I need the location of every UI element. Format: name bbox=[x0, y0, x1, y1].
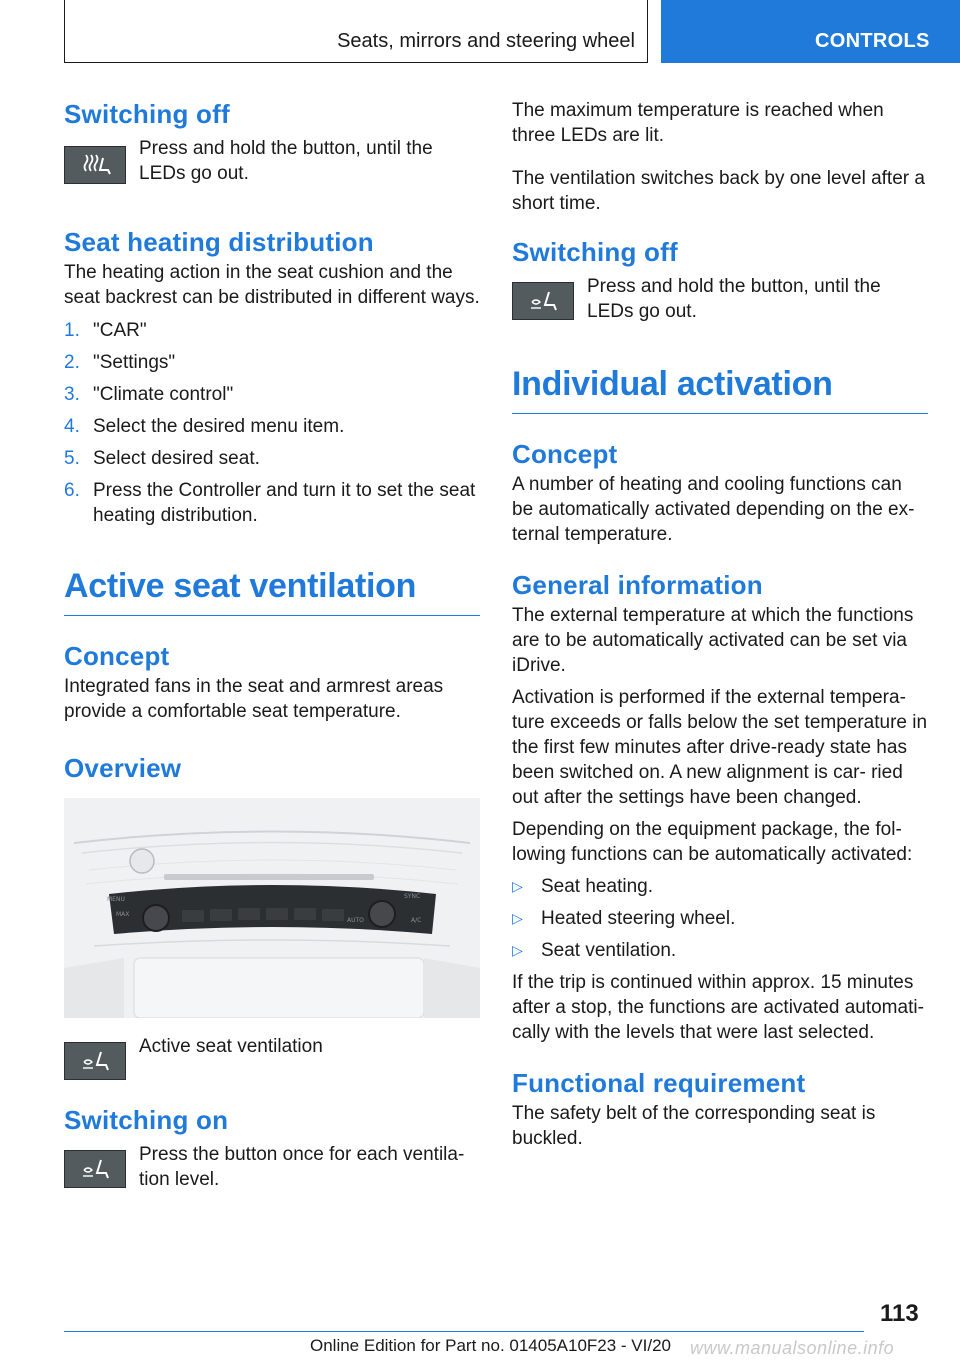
auto-function-list bbox=[512, 874, 928, 963]
trip-continued-text: If the trip is continued within approx. 15 minutes after a stop, the functions are activated automati- cally with the levels that were last selected. bbox=[512, 972, 924, 1043]
auto-button-label: AUTO bbox=[347, 917, 364, 924]
requirement-text: The safety belt of the corresponding seat is buckled. bbox=[512, 1103, 876, 1149]
seat-ventilation-icon bbox=[64, 1042, 126, 1080]
concept-text-right: A number of heating and cooling functions can be automatically activated depending on the ex- ternal temperature. bbox=[512, 474, 915, 545]
individual-activation-title: Individual activation bbox=[512, 365, 833, 403]
triangle-bullet-icon: ▷ bbox=[512, 910, 523, 926]
step-item: 3. "Climate control" bbox=[64, 384, 234, 405]
step-item: 6. Press the Controller and turn it to set the seat heating distribution. bbox=[64, 480, 476, 526]
active-seat-ventilation-title: Active seat ventilation bbox=[64, 567, 417, 605]
switching-on-row bbox=[64, 1142, 480, 1192]
seat-heating-distribution-heading: Seat heating distribution bbox=[64, 227, 374, 257]
seat-heating-icon bbox=[64, 146, 126, 184]
concept-heading: Concept bbox=[64, 641, 170, 671]
switching-on-text: Press the button once for each ventila- tion level. bbox=[139, 1144, 465, 1190]
sync-button-label: SYNC bbox=[404, 893, 421, 900]
switching-off-heading: Switching off bbox=[64, 99, 230, 129]
chapter-tab-label: CONTROLS bbox=[815, 30, 930, 52]
concept-text: Integrated fans in the seat and armrest areas provide a comfortable seat temperature. bbox=[64, 676, 444, 722]
watermark: www.manualsonline.info bbox=[690, 1338, 895, 1358]
overview-heading: Overview bbox=[64, 753, 182, 783]
switching-on-heading: Switching on bbox=[64, 1105, 229, 1135]
ac-button-label: A/C bbox=[411, 917, 422, 924]
general-information-heading: General information bbox=[512, 570, 763, 600]
list-item: ▷ Heated steering wheel. bbox=[512, 908, 736, 929]
concept-heading-right: Concept bbox=[512, 439, 618, 469]
switching-off-text-right: Press and hold the button, until the LEDs go out. bbox=[587, 276, 881, 322]
switching-off-row bbox=[64, 136, 480, 186]
seat-ventilation-icon bbox=[512, 282, 574, 320]
footer-divider bbox=[64, 1331, 864, 1332]
ventilation-caption: Active seat ventilation bbox=[139, 1036, 323, 1057]
step-item: 4. Select the desired menu item. bbox=[64, 416, 345, 437]
triangle-bullet-icon: ▷ bbox=[512, 878, 523, 894]
climate-control-figure bbox=[64, 798, 480, 1018]
list-item: ▷ Seat ventilation. bbox=[512, 940, 677, 961]
edition-text: Online Edition for Part no. 01405A10F23 - VI/20 bbox=[310, 1336, 672, 1355]
general-paragraph: Depending on the equipment package, the fol- lowing functions can be automatically activated: bbox=[512, 819, 913, 865]
distribution-intro: The heating action in the seat cushion and the seat backrest can be distributed in different ways. bbox=[64, 262, 480, 308]
left-column bbox=[64, 98, 480, 1192]
step-item: 1. "CAR" bbox=[64, 320, 147, 341]
max-temperature-text: The maximum temperature is reached when three LEDs are lit. bbox=[512, 100, 884, 146]
menu-button-label: MENU bbox=[107, 896, 125, 903]
step-item: 2. "Settings" bbox=[64, 352, 176, 373]
right-column bbox=[512, 98, 928, 1151]
page-number: 113 bbox=[880, 1300, 919, 1327]
functional-requirement-heading: Functional requirement bbox=[512, 1068, 806, 1098]
list-item: ▷ Seat heating. bbox=[512, 876, 653, 897]
page-header-section bbox=[64, 0, 648, 63]
step-item: 5. Select desired seat. bbox=[64, 448, 260, 469]
distribution-steps bbox=[64, 318, 480, 528]
section-divider bbox=[512, 413, 928, 414]
switching-off-row-right bbox=[512, 274, 928, 324]
general-paragraph: The external temperature at which the functions are to be automatically activated can be set via iDrive. bbox=[512, 605, 914, 676]
triangle-bullet-icon: ▷ bbox=[512, 942, 523, 958]
max-button-label: MAX bbox=[116, 911, 130, 918]
ventilation-level-text: The ventilation switches back by one level after a short time. bbox=[512, 168, 925, 214]
ventilation-caption-row bbox=[64, 1034, 480, 1082]
chapter-tab[interactable] bbox=[661, 0, 960, 63]
section-title: Seats, mirrors and steering wheel bbox=[337, 30, 635, 52]
section-divider bbox=[64, 615, 480, 616]
general-paragraph: Activation is performed if the external tempera- ture exceeds or falls below the set temperature in the first few minutes after drive-ready state has been switched on. A new alignment is car- ried out after the settings have been changed. bbox=[512, 687, 928, 808]
switching-off-text: Press and hold the button, until the LEDs go out. bbox=[139, 138, 433, 184]
seat-ventilation-icon bbox=[64, 1150, 126, 1188]
switching-off-heading-right: Switching off bbox=[512, 237, 678, 267]
